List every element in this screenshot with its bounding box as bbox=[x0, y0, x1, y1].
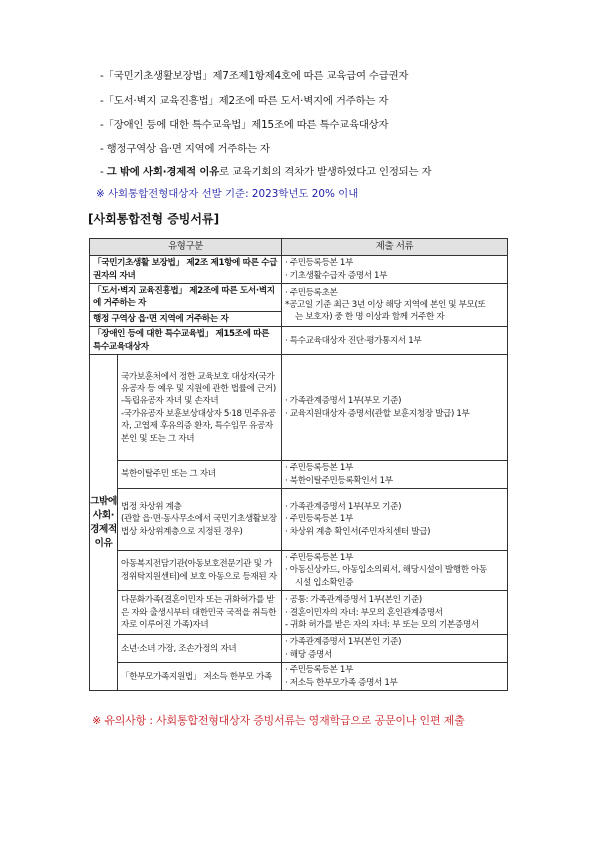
doc-line: · 주민등록초본 bbox=[285, 287, 338, 298]
table-row bbox=[90, 256, 508, 284]
doc-line: · 공통: 가족관계증명서 1부(본인 기준) bbox=[285, 595, 422, 606]
doc-line: · 가족관계증명서 1부(부모 기준) bbox=[285, 501, 402, 512]
doc-line: · 가족관계증명서 1부(본인 기준) bbox=[285, 637, 402, 648]
type-cell: 「도서·벽지 교육진흥법」 제2조에 따른 도서·벽지에 거주하는 자 bbox=[90, 284, 282, 312]
table-row bbox=[90, 551, 508, 591]
docs-cell bbox=[282, 489, 508, 551]
header-docs: 제출 서류 bbox=[282, 239, 508, 256]
docs-cell bbox=[282, 256, 508, 284]
group-label-line: 사회· bbox=[92, 509, 115, 521]
type-cell: 다문화가족(결혼이민자 또는 귀화허가를 받은 자와 출생시부터 대한민국 국적을 취득한 자로 이루어진 가족)자녀 bbox=[118, 591, 282, 635]
doc-line: 시설 입소확인증 bbox=[295, 577, 354, 588]
footer-note: ※ 유의사항 : 사회통합전형대상자 증빙서류는 영재학급으로 공문이나 인편 제출 bbox=[92, 714, 465, 727]
doc-line: · 교육지원대상자 증명서(관할 보훈지청장 발급) 1부 bbox=[285, 408, 470, 419]
table-header-row bbox=[90, 239, 508, 256]
docs-cell bbox=[282, 551, 508, 591]
docs-cell bbox=[282, 327, 508, 355]
criteria-5-rest: 로 교육기회의 격차가 발생하였다고 인정되는 자 bbox=[219, 166, 432, 178]
doc-line: · 주민등록등본 1부 bbox=[285, 258, 353, 269]
type-sub: (관할 읍·면·동사무소에서 국민기초생활보장법상 차상위계층으로 지정된 경우) bbox=[121, 514, 277, 537]
group-label-line: 그밖에 bbox=[90, 495, 117, 507]
doc-line: - 귀화 허가를 받은 자의 자녀: 부 또는 모의 기본증명서 bbox=[285, 619, 479, 630]
criteria-1: -「국민기초생활보장법」제7조제1항제4호에 따른 교육급여 수급권자 bbox=[100, 70, 409, 82]
type-sub: -독립유공자 자녀 및 손자녀 bbox=[121, 396, 219, 407]
type-cell bbox=[118, 355, 282, 461]
table-row bbox=[90, 327, 508, 355]
doc-line: · 결혼이민자의 자녀: 부모의 혼인관계증명서 bbox=[285, 607, 443, 618]
doc-line: · 주민등록등본 1부 bbox=[285, 463, 353, 474]
type-cell: 행정 구역상 읍·면 지역에 거주하는 자 bbox=[90, 311, 282, 326]
docs-cell bbox=[282, 663, 508, 691]
criteria-5 bbox=[100, 163, 431, 178]
table-row bbox=[90, 284, 508, 312]
type-main: 국가보훈처에서 정한 교육보호 대상자(국가유공자 등 예우 및 지원에 관한 법률에 근거) bbox=[121, 371, 276, 394]
docs-cell bbox=[282, 461, 508, 489]
type-cell: 소년·소녀 가장, 조손가정의 자녀 bbox=[118, 635, 282, 663]
group-label-cell bbox=[90, 355, 118, 691]
table-row bbox=[90, 355, 508, 461]
doc-line: · 해당 증명서 bbox=[285, 649, 332, 660]
table-row bbox=[90, 663, 508, 691]
type-sub: -국가유공자 보훈보상대상자 5·18 민주유공자, 고엽제 후유의증 환자, 특수임무 유공자 본인 및 또는 그 자녀 bbox=[121, 408, 276, 444]
docs-cell bbox=[282, 591, 508, 635]
doc-line: · 가족관계증명서 1부(부모 기준) bbox=[285, 396, 402, 407]
docs-cell bbox=[282, 284, 508, 327]
doc-line: · 기초생활수급자 증명서 1부 bbox=[285, 270, 388, 281]
doc-line: · 주민등록등본 1부 bbox=[285, 553, 353, 564]
table-row bbox=[90, 635, 508, 663]
doc-line: · 북한이탈주민등록확인서 1부 bbox=[285, 475, 393, 486]
doc-line: · 특수교육대상자 진단·평가통지서 1부 bbox=[285, 335, 422, 346]
doc-line: *공고일 기준 최근 3년 이상 해당 지역에 본인 및 부모(또 bbox=[285, 299, 486, 310]
table-row bbox=[90, 591, 508, 635]
documents-table bbox=[89, 238, 508, 691]
type-cell bbox=[118, 489, 282, 551]
group-label-line: 이유 bbox=[94, 537, 113, 549]
type-cell: 북한이탈주민 또는 그 자녀 bbox=[118, 461, 282, 489]
criteria-5-bold: 그 밖에 사회·경제적 이유 bbox=[106, 166, 220, 178]
header-type: 유형구분 bbox=[90, 239, 282, 256]
doc-line: 는 보호자) 중 한 명 이상과 함께 거주한 자 bbox=[295, 312, 445, 323]
type-cell: 「장애인 등에 대한 특수교육법」 제15조에 따른 특수교육대상자 bbox=[90, 327, 282, 355]
doc-line: · 아동신상카드, 아동입소의뢰서, 해당시설이 발행한 아동 bbox=[285, 565, 487, 576]
doc-line: · 저소득 한부모가족 증명서 1부 bbox=[285, 677, 398, 688]
table-row bbox=[90, 461, 508, 489]
doc-line: · 주민등록등본 1부 bbox=[285, 514, 353, 525]
type-cell: 아동복지전담기관(아동보호전문기관 및 가정위탁지원센터)에 보호 아동으로 등재된 자 bbox=[118, 551, 282, 591]
type-cell: 「한부모가족지원법」 저소득 한부모 가족 bbox=[118, 663, 282, 691]
criteria-4: - 행정구역상 읍·면 지역에 거주하는 자 bbox=[100, 143, 270, 155]
docs-cell bbox=[282, 355, 508, 461]
group-label-line: 경제적 bbox=[90, 523, 117, 535]
docs-cell bbox=[282, 635, 508, 663]
doc-line: · 차상위 계층 확인서(주민자치센터 발급) bbox=[285, 526, 431, 537]
criteria-5-prefix: - bbox=[100, 166, 107, 178]
table-row bbox=[90, 489, 508, 551]
type-cell: 「국민기초생활 보장법」 제2조 제1항에 따른 수급권자의 자녀 bbox=[90, 256, 282, 284]
doc-line: · 주민등록등본 1부 bbox=[285, 665, 353, 676]
selection-criteria-note: ※ 사회통합전형대상자 선발 기준: 2023학년도 20% 이내 bbox=[96, 188, 359, 200]
criteria-2: -「도서·벽지 교육진흥법」제2조에 따른 도서·벽지에 거주하는 자 bbox=[100, 95, 389, 107]
criteria-3: -「장애인 등에 대한 특수교육법」제15조에 따른 특수교육대상자 bbox=[100, 119, 389, 131]
section-title: [사회통합전형 증빙서류] bbox=[88, 212, 220, 226]
type-main: 법정 차상위 계층 bbox=[121, 501, 182, 512]
